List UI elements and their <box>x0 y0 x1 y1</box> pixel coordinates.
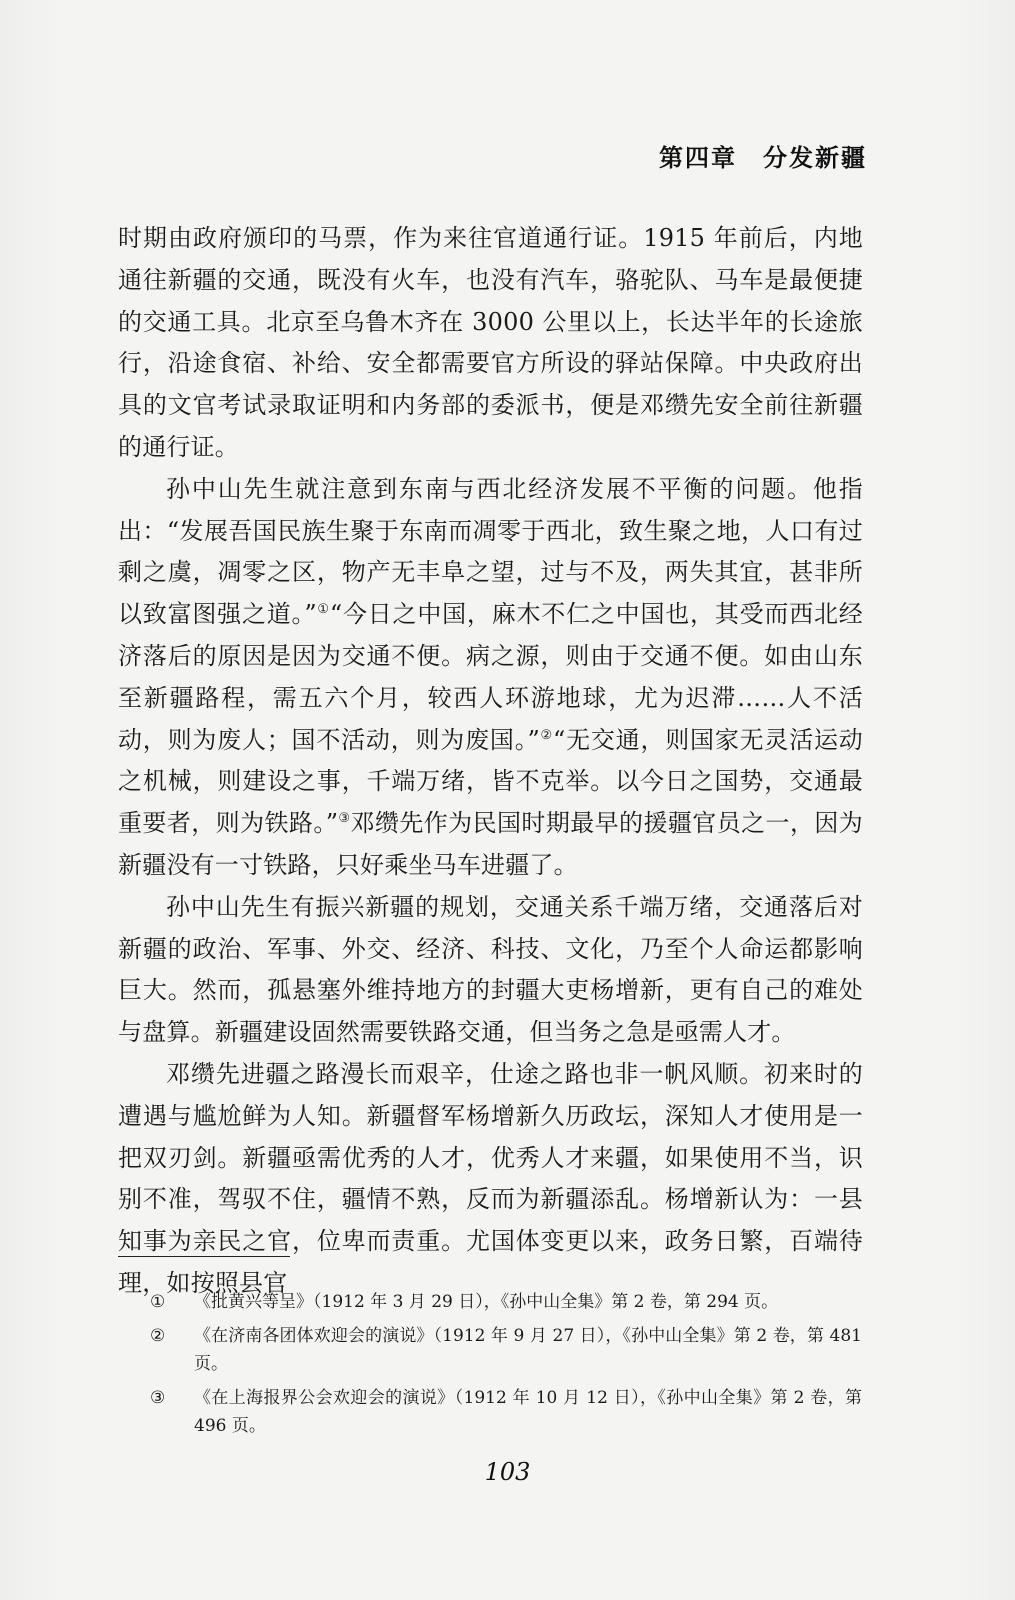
paragraph-2-part-3: “无交通，则国家无灵活运动之机械，则建设之事，千端万绪，皆不克举。以今日之国势，交通最重要者，则为铁路。” <box>118 725 863 838</box>
paragraph-2 <box>118 469 863 887</box>
footnote-1 <box>150 1288 862 1316</box>
footnote-2 <box>150 1322 862 1378</box>
paragraph-3: 孙中山先生有振兴新疆的规划，交通关系千端万绪，交通落后对新疆的政治、军事、外交、经济、科技、文化，乃至个人命运都影响巨大。然而，孤悬塞外维持地方的封疆大吏杨增新，更有自己的难处与盘算。新疆建设固然需要铁路交通，但当务之急是亟需人才。 <box>118 892 863 1047</box>
footnotes <box>150 1288 862 1446</box>
page-number: 103 <box>484 1458 531 1486</box>
footnote-separator <box>118 1256 290 1257</box>
footnote-mark: ③ <box>150 1388 166 1408</box>
footnote-text: 《在济南各团体欢迎会的演说》（1912 年 9 月 27 日），《孙中山全集》第 2 卷，第 481 页。 <box>194 1326 862 1374</box>
footnote-mark: ① <box>150 1292 166 1312</box>
body-text <box>118 218 863 1305</box>
footnote-ref-1: ① <box>316 602 330 618</box>
footnote-text: 《批黄兴等呈》（1912 年 3 月 29 日），《孙中山全集》第 2 卷，第 294 页。 <box>194 1292 779 1312</box>
footnote-ref-2: ② <box>539 727 553 743</box>
footnote-3 <box>150 1384 862 1440</box>
paragraph-2-part-2: “今日之中国，麻木不仁之中国也，其受而西北经济落后的原因是因为交通不便。病之源，则由于交通不便。如由山东至新疆路程，需五六个月，较西人环游地球，尤为迟滞……人不活动，则为废人；国不活动，则为废国。” <box>118 600 864 754</box>
paragraph-1: 时期由政府颁印的马票，作为来往官道通行证。1915 年前后，内地通往新疆的交通，既没有火车，也没有汽车，骆驼队、马车是最便捷的交通工具。北京至乌鲁木齐在 3000 公里以上，长达半年的长途旅行，沿途食宿、补给、安全都需要官方所设的驿站保障。中央政府出具的文官考试录取证明和内务部的委派书，便是邓缵先安全前往新疆的通行证。 <box>118 224 863 461</box>
footnote-mark: ② <box>150 1326 166 1346</box>
paragraph-2-part-4: 邓缵先作为民国时期最早的援疆官员之一，因为新疆没有一寸铁路，只好乘坐马车进疆了。 <box>118 809 863 879</box>
paragraph-2-part-1: 孙中山先生就注意到东南与西北经济发展不平衡的问题。他指出：“发展吾国民族生聚于东南而凋零于西北，致生聚之地，人口有过剩之虞，凋零之区，物产无丰阜之望，过与不及，两失其宜，甚非所以致富图强之道。” <box>118 474 863 629</box>
paragraph-4: 邓缵先进疆之路漫长而艰辛，仕途之路也非一帆风顺。初来时的遭遇与尴尬鲜为人知。新疆督军杨增新久历政坛，深知人才使用是一把双刃剑。新疆亟需优秀的人才，优秀人才来疆，如果使用不当，识别不准，驾驭不住，疆情不熟，反而为新疆添乱。杨增新认为：一县知事为亲民之官，位卑而责重。尤国体变更以来，政务日繁，百端待理，如按照县官 <box>118 1059 863 1297</box>
running-head: 第四章 分发新疆 <box>659 143 867 172</box>
footnote-text: 《在上海报界公会欢迎会的演说》（1912 年 10 月 12 日），《孙中山全集》第 2 卷，第 496 页。 <box>194 1388 862 1436</box>
footnote-ref-3: ③ <box>338 811 351 827</box>
